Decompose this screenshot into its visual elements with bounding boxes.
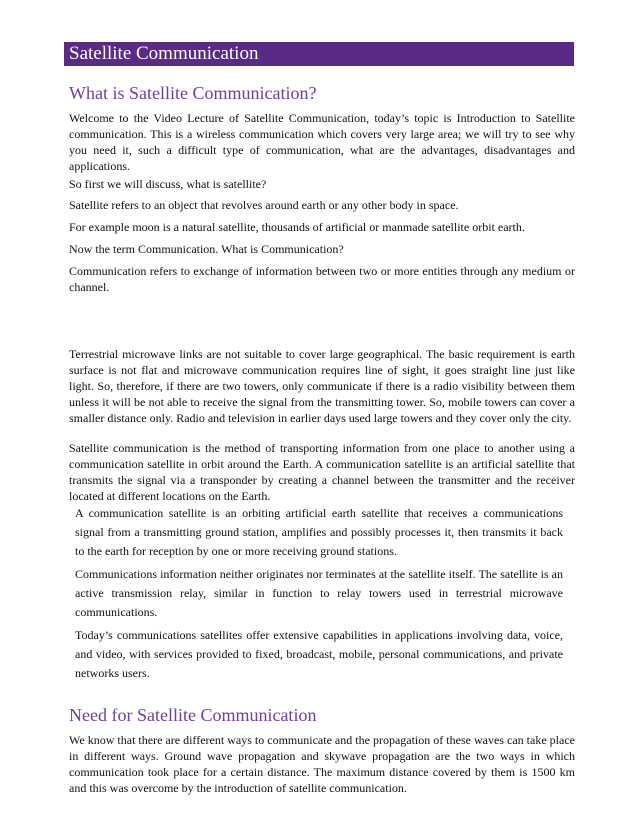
paragraph-capabilities: Today’s communications satellites offer extensive capabilities in applications involving data, voice, and video, with services provided to fixed, broadcast, mobile, personal communications, and private networks users. xyxy=(75,628,563,680)
paragraph-satellite-definition: Satellite refers to an object that revolves around earth or any other body in space. xyxy=(69,198,459,212)
paragraph-need: We know that there are different ways to communicate and the propagation of these waves can take place in different ways. Ground wave propagation and skywave propagation are the two ways in which communication took place for a certain distance. The maximum distance covered by them is 1500 km and this was overcome by the introduction of satellite communication. xyxy=(69,733,575,795)
paragraph-satellite-communication: Satellite communication is the method of transporting information from one place to another using a communication satellite in orbit around the Earth. A communication satellite is an artificial satellite that transmits the signal via a transponder by creating a channel between the transmitter and the receiver located at different locations on the Earth. xyxy=(69,441,575,503)
paragraph-communication-satellite: A communication satellite is an orbiting artificial earth satellite that receives a communications signal from a transmitting ground station, amplifies and possibly processes it, then transmits it back to the earth for reception by one or more receiving ground stations. xyxy=(75,506,563,558)
paragraph-what-is-satellite: So first we will discuss, what is satellite? xyxy=(69,177,267,191)
page-title: Satellite Communication xyxy=(64,42,574,66)
paragraph-intro: Welcome to the Video Lecture of Satellite Communication, today’s topic is Introduction to Satellite communication. This is a wireless communication which covers very large area; we will try to see why you need it, such a difficult type of communication, what are the advantages, disadvantages and applications. xyxy=(69,111,575,173)
section-heading-need: Need for Satellite Communication xyxy=(69,705,317,725)
paragraph-communication-question: Now the term Communication. What is Communication? xyxy=(69,242,344,256)
paragraph-relay: Communications information neither originates nor terminates at the satellite itself. The satellite is an active transmission relay, similar in function to relay towers used in terrestrial microwave communications. xyxy=(75,567,563,619)
section-heading-what: What is Satellite Communication? xyxy=(69,83,317,103)
paragraph-terrestrial: Terrestrial microwave links are not suitable to cover large geographical. The basic requirement is earth surface is not flat and microwave communication requires line of sight, it goes straight line just like light. So, therefore, if there are two towers, only communicate if there is a radio visibility between them unless it will be not able to receive the signal from the transmitting tower. So, mobile towers can cover a smaller distance only. Radio and television in earlier days used large towers and they cover only the city. xyxy=(69,347,575,425)
paragraph-communication-definition: Communication refers to exchange of information between two or more entities through any medium or channel. xyxy=(69,264,575,294)
paragraph-example: For example moon is a natural satellite, thousands of artificial or manmade satellite orbit earth. xyxy=(69,220,525,234)
